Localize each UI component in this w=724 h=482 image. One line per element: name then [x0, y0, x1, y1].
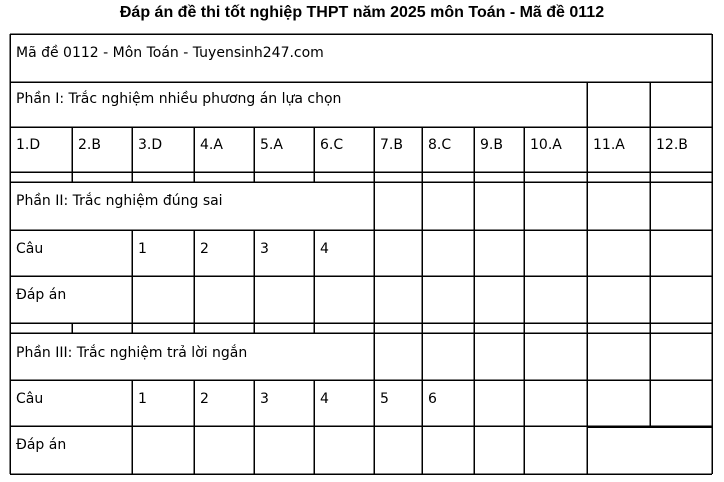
part2-question-row-label: Câu	[16, 241, 44, 257]
part1-answer-3: 3.D	[138, 137, 163, 153]
part3-question-2: 2	[200, 391, 209, 407]
part3-question-5: 5	[380, 391, 389, 407]
part3-question-6: 6	[428, 391, 437, 407]
part1-answer-2: 2.B	[78, 137, 101, 153]
part1-answer-9: 9.B	[480, 137, 503, 153]
part1-label: Phần I: Trắc nghiệm nhiều phương án lựa chọn	[16, 91, 342, 107]
part2-question-1: 1	[138, 241, 147, 257]
part1-answer-12: 12.B	[656, 137, 688, 153]
part1-answer-7: 7.B	[380, 137, 403, 153]
part1-answer-11: 11.A	[593, 137, 625, 153]
part1-answer-8: 8.C	[428, 137, 452, 153]
part3-question-3: 3	[260, 391, 269, 407]
part3-answer-row-label: Đáp án	[16, 437, 67, 453]
part3-question-row-label: Câu	[16, 391, 44, 407]
part1-answer-6: 6.C	[320, 137, 344, 153]
part3-question-1: 1	[138, 391, 147, 407]
part2-question-2: 2	[200, 241, 209, 257]
part3-question-4: 4	[320, 391, 329, 407]
part2-label: Phần II: Trắc nghiệm đúng sai	[16, 193, 223, 209]
part2-question-3: 3	[260, 241, 269, 257]
part3-label: Phần III: Trắc nghiệm trả lời ngắn	[16, 345, 248, 361]
part2-question-4: 4	[320, 241, 329, 257]
part1-answer-1: 1.D	[16, 137, 41, 153]
part1-answer-4: 4.A	[200, 137, 223, 153]
table-header: Mã đề 0112 - Môn Toán - Tuyensinh247.com	[16, 45, 324, 61]
part1-answer-5: 5.A	[260, 137, 283, 153]
part2-answer-row-label: Đáp án	[16, 287, 67, 303]
part1-answer-10: 10.A	[530, 137, 562, 153]
page-title: Đáp án đề thi tốt nghiệp THPT năm 2025 môn Toán - Mã đề 0112	[119, 4, 605, 21]
